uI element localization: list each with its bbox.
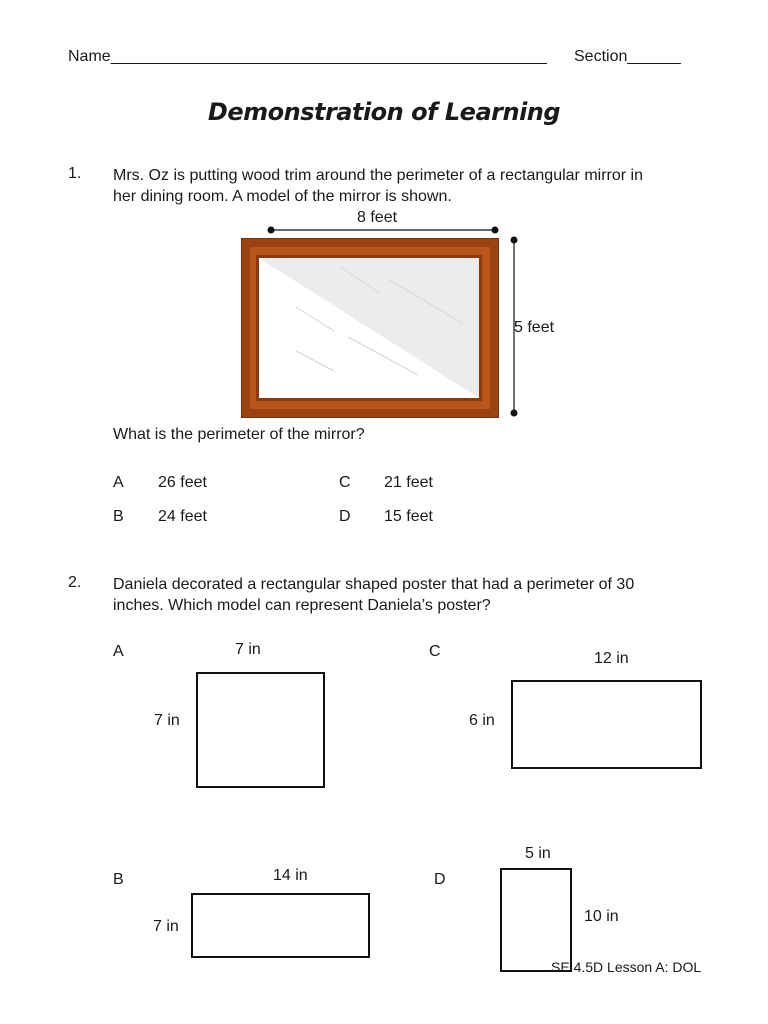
q2-number: 2. (68, 574, 82, 591)
q2-option-b-rectangle (191, 893, 370, 958)
q2-option-b-letter: B (113, 871, 124, 888)
mirror-height-label: 5 feet (514, 319, 555, 336)
name-field (68, 48, 547, 66)
q2-option-c-letter: C (429, 643, 441, 660)
mirror-width-label: 8 feet (357, 209, 398, 226)
page-footer: SE 4.5D Lesson A: DOL (551, 959, 702, 975)
q2-option-d-rectangle (500, 868, 572, 972)
section-label: Section (574, 48, 628, 65)
q2-option-a-letter: A (113, 643, 124, 660)
width-dimension-start (268, 227, 275, 234)
width-dimension-end (492, 227, 499, 234)
q1-choice-d-text: 15 feet (384, 508, 433, 525)
q2-option-a-rectangle (196, 672, 325, 788)
q1-choice-a-text: 26 feet (158, 474, 207, 491)
q2-text-line2: inches. Which model can represent Daniela’s poster? (113, 597, 491, 614)
q1-choice-b-text: 24 feet (158, 508, 207, 525)
q1-question: What is the perimeter of the mirror? (113, 426, 365, 443)
q2-text (113, 574, 634, 616)
mirror-diagram (230, 205, 570, 425)
height-dimension-start (511, 237, 518, 244)
q2-option-c-rectangle (511, 680, 702, 769)
q2-option-d-side-label: 10 in (584, 908, 619, 925)
name-line: _________________________________________________ (110, 48, 547, 65)
q1-choice-c-letter: C (339, 474, 351, 491)
q1-choice-b-letter: B (113, 508, 124, 525)
q1-choice-a-letter: A (113, 474, 124, 491)
q1-text (113, 165, 643, 207)
page-title: Demonstration of Learning (207, 98, 561, 126)
q2-text-line1: Daniela decorated a rectangular shaped poster that had a perimeter of 30 (113, 576, 635, 593)
q1-text-line2: her dining room. A model of the mirror is shown. (113, 188, 452, 205)
height-dimension-end (511, 410, 518, 417)
q1-choice-c-text: 21 feet (384, 474, 433, 491)
q2-option-a-side-label: 7 in (154, 712, 180, 729)
section-field (574, 48, 681, 66)
q2-option-b-side-label: 7 in (153, 918, 179, 935)
q2-option-c-side-label: 6 in (469, 712, 495, 729)
q1-text-line1: Mrs. Oz is putting wood trim around the perimeter of a rectangular mirror in (113, 167, 643, 184)
q1-choice-d-letter: D (339, 508, 351, 525)
q1-number: 1. (68, 165, 82, 182)
q2-option-d-top-label: 5 in (525, 845, 551, 862)
q2-option-a-top-label: 7 in (235, 641, 261, 658)
section-line: ______ (627, 48, 681, 65)
name-label: Name (68, 48, 111, 65)
q2-option-d-letter: D (434, 871, 446, 888)
q2-option-c-top-label: 12 in (594, 650, 629, 667)
q2-option-b-top-label: 14 in (273, 867, 308, 884)
